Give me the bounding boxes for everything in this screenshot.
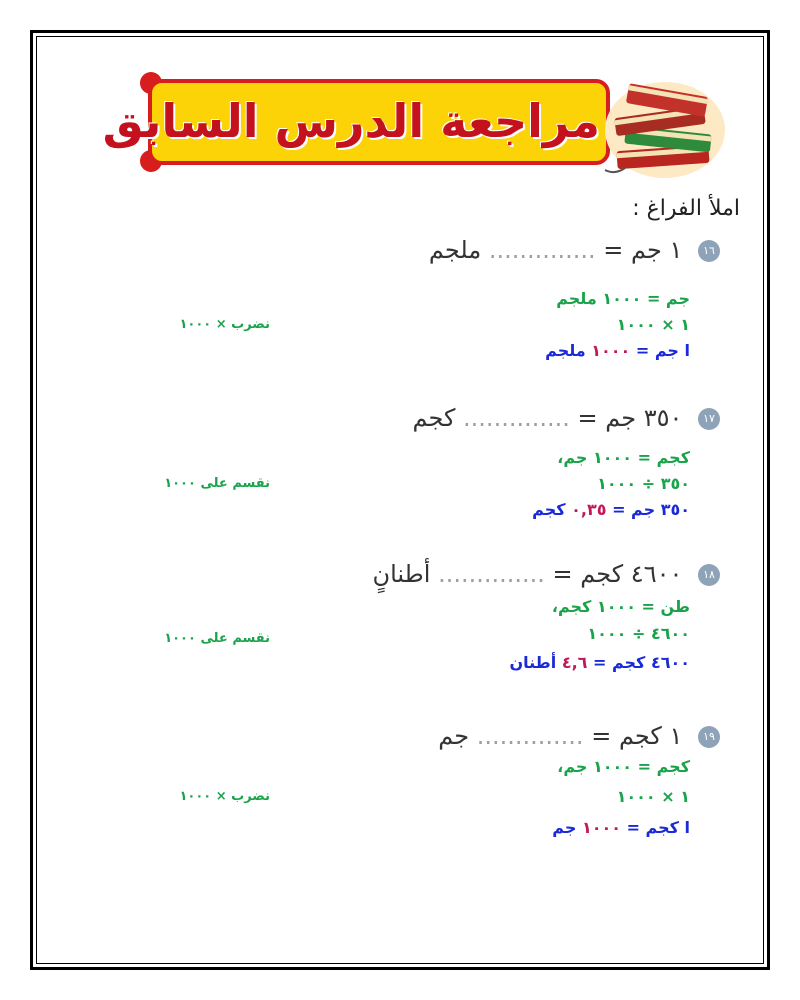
answer-unit: كجم bbox=[532, 500, 566, 519]
answer-start: ا جم = bbox=[635, 341, 690, 360]
question-number-badge: ١٦ bbox=[698, 240, 720, 262]
answer-line-3 bbox=[545, 341, 690, 360]
method-note: نقسم على ١٠٠٠ bbox=[164, 476, 270, 491]
answer-line-2: ١ × ١٠٠٠ bbox=[616, 787, 690, 806]
method-note: نضرب × ١٠٠٠ bbox=[179, 789, 270, 804]
answer-line-2: ٤٦٠٠ ÷ ١٠٠٠ bbox=[587, 624, 690, 643]
answer-value: ١٠٠٠ bbox=[591, 341, 631, 360]
answer-line-3 bbox=[552, 818, 690, 837]
answer-value: ١٠٠٠ bbox=[581, 818, 621, 837]
question-unit: ملجم bbox=[428, 236, 482, 264]
answer-start: ا كجم = bbox=[626, 818, 690, 837]
page-title: مراجعة الدرس السابق bbox=[102, 94, 600, 148]
method-note: نقسم على ١٠٠٠ bbox=[164, 631, 270, 646]
question-left: ٤٦٠٠ كجم = bbox=[552, 560, 683, 588]
answer-line-2: ١ × ١٠٠٠ bbox=[616, 315, 690, 334]
question-18 bbox=[372, 560, 720, 588]
blank-dots: .............. bbox=[463, 404, 570, 432]
answer-unit: أطنان bbox=[509, 653, 557, 672]
method-note: نضرب × ١٠٠٠ bbox=[179, 317, 270, 332]
answer-unit: جم bbox=[552, 818, 577, 837]
answer-value: ٠,٣٥ bbox=[571, 500, 607, 519]
blank-dots: .............. bbox=[488, 236, 596, 264]
answer-start: ٣٥٠ جم = bbox=[612, 500, 690, 519]
question-number-badge: ١٨ bbox=[698, 564, 720, 586]
answer-line-1: كجم = ١٠٠٠ جم، bbox=[557, 448, 690, 467]
blank-dots: .............. bbox=[476, 722, 584, 750]
answer-line-1: جم = ١٠٠٠ ملجم bbox=[556, 289, 690, 308]
question-left: ٣٥٠ جم = bbox=[577, 404, 683, 432]
question-19 bbox=[438, 722, 720, 750]
question-unit: أطنانٍ bbox=[372, 560, 431, 588]
answer-line-1: كجم = ١٠٠٠ جم، bbox=[557, 757, 690, 776]
question-left: ١ كجم = bbox=[591, 722, 683, 750]
instruction-text: املأ الفراغ : bbox=[632, 196, 740, 221]
answer-line-3 bbox=[532, 500, 690, 519]
answer-line-1: طن = ١٠٠٠ كجم، bbox=[551, 597, 690, 616]
books-icon bbox=[595, 70, 730, 180]
question-left: ١ جم = bbox=[603, 236, 683, 264]
answer-value: ٤,٦ bbox=[561, 653, 588, 672]
question-number-badge: ١٩ bbox=[698, 726, 720, 748]
question-number-badge: ١٧ bbox=[698, 408, 720, 430]
question-17 bbox=[413, 404, 720, 432]
answer-unit: ملجم bbox=[545, 341, 586, 360]
question-16 bbox=[429, 236, 720, 264]
answer-start: ٤٦٠٠ كجم = bbox=[593, 653, 690, 672]
question-unit: كجم bbox=[412, 404, 456, 432]
blank-dots: .............. bbox=[438, 560, 545, 588]
answer-line-3 bbox=[509, 653, 690, 672]
question-unit: جم bbox=[438, 722, 470, 750]
answer-line-2: ٣٥٠ ÷ ١٠٠٠ bbox=[597, 474, 690, 493]
